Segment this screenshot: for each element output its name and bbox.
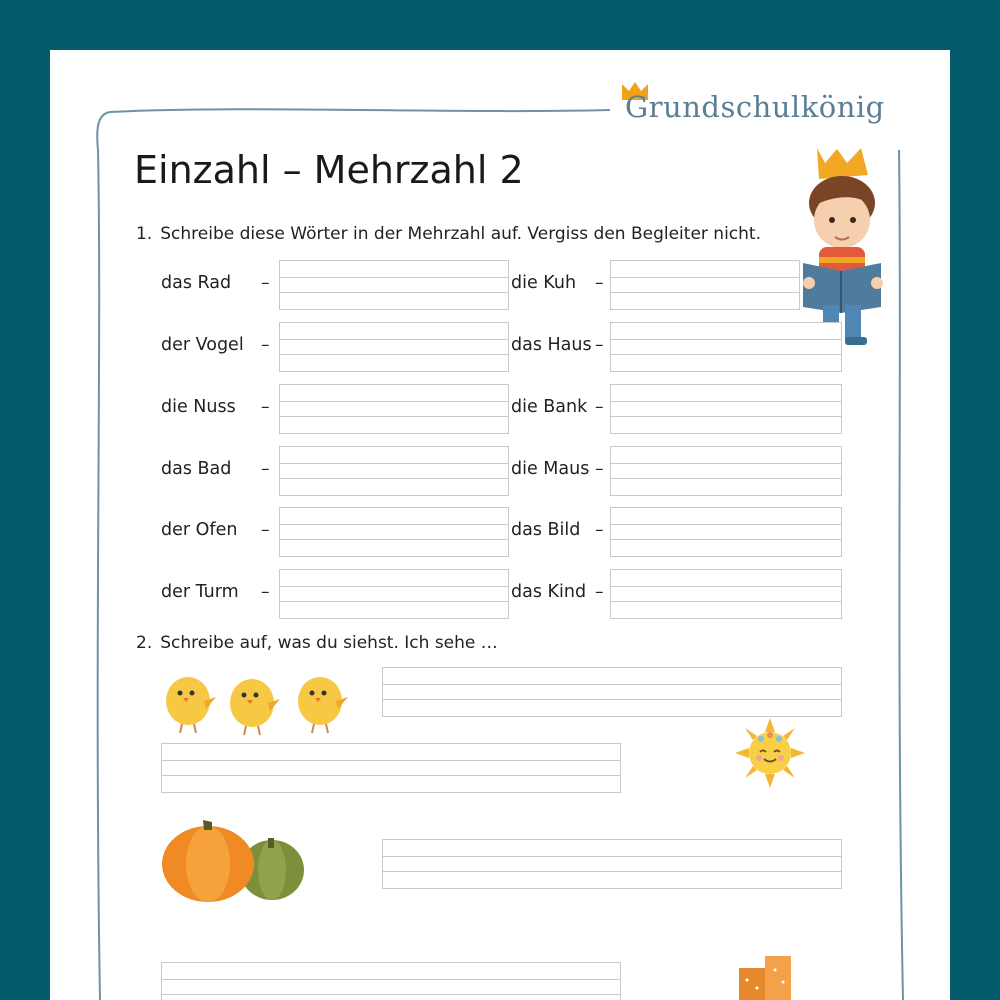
answer-lines-das-haus[interactable] <box>610 322 842 372</box>
answer-lines-chicks[interactable] <box>382 667 842 717</box>
word-das-rad: das Rad <box>161 273 232 293</box>
dash: – <box>595 459 604 479</box>
dash: – <box>595 582 604 602</box>
word-die-nuss: die Nuss <box>161 397 236 417</box>
task-2-text: Schreibe auf, was du siehst. Ich sehe … <box>160 633 498 653</box>
dash: – <box>261 273 270 293</box>
sun-illustration <box>735 718 805 788</box>
word-das-bild: das Bild <box>511 520 581 540</box>
answer-lines-der-vogel[interactable] <box>279 322 509 372</box>
answer-lines-die-maus[interactable] <box>610 446 842 496</box>
word-die-kuh: die Kuh <box>511 273 577 293</box>
task-1-text: Schreibe diese Wörter in der Mehrzahl auf. Vergiss den Begleiter nicht. <box>160 224 761 244</box>
task-1-instruction <box>136 224 761 244</box>
word-der-ofen: der Ofen <box>161 520 238 540</box>
pumpkin-illustration <box>160 818 310 904</box>
word-die-maus: die Maus <box>511 459 590 479</box>
task-2-instruction <box>136 633 498 653</box>
chick-illustration <box>160 667 350 735</box>
answer-lines-der-turm[interactable] <box>279 569 509 619</box>
answer-lines-das-kind[interactable] <box>610 569 842 619</box>
dash: – <box>595 335 604 355</box>
answer-lines-das-bad[interactable] <box>279 446 509 496</box>
answer-lines-die-nuss[interactable] <box>279 384 509 434</box>
word-das-kind: das Kind <box>511 582 587 602</box>
word-der-vogel: der Vogel <box>161 335 244 355</box>
answer-lines-boots[interactable] <box>161 962 621 1000</box>
boots-illustration <box>735 950 815 1000</box>
dash: – <box>595 273 604 293</box>
answer-lines-der-ofen[interactable] <box>279 507 509 557</box>
dash: – <box>261 397 270 417</box>
dash: – <box>261 582 270 602</box>
word-die-bank: die Bank <box>511 397 588 417</box>
dash: – <box>595 397 604 417</box>
word-der-turm: der Turm <box>161 582 239 602</box>
answer-lines-das-rad[interactable] <box>279 260 509 310</box>
page-title: Einzahl – Mehrzahl 2 <box>134 148 524 192</box>
answer-lines-die-kuh[interactable] <box>610 260 800 310</box>
worksheet-page <box>50 50 950 1000</box>
dash: – <box>261 335 270 355</box>
answer-lines-pumpkins[interactable] <box>382 839 842 889</box>
task-2-number: 2. <box>136 633 153 653</box>
dash: – <box>595 520 604 540</box>
task-1-number: 1. <box>136 224 153 244</box>
dash: – <box>261 520 270 540</box>
answer-lines-die-bank[interactable] <box>610 384 842 434</box>
boy-reading-illustration <box>795 145 890 350</box>
dash: – <box>261 459 270 479</box>
word-das-bad: das Bad <box>161 459 232 479</box>
word-das-haus: das Haus <box>511 335 592 355</box>
answer-lines-das-bild[interactable] <box>610 507 842 557</box>
brand-logo[interactable]: Grundschulkönig <box>625 90 885 124</box>
answer-lines-suns[interactable] <box>161 743 621 793</box>
